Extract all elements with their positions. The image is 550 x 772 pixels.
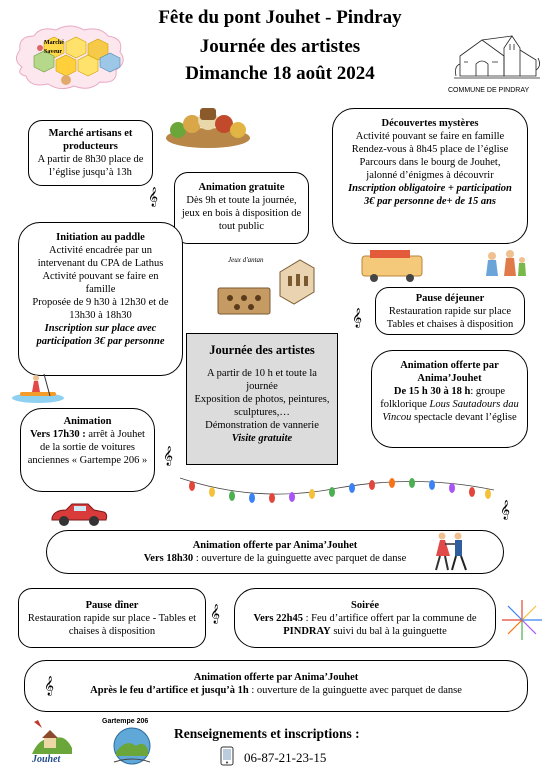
animation-17h-time: Vers 17h30 : — [30, 429, 86, 440]
pause-diner-text: Restauration rapide sur place - Tables et chaises à disposition — [27, 613, 197, 637]
marche-box — [28, 120, 153, 186]
paddle-line-4: Inscription sur place avec participation 3€ par personne — [36, 323, 165, 347]
renseignements-heading: Renseignements et inscriptions : — [174, 726, 360, 741]
marche-text: A partir de 8h30 place de l’église jusqu’à 13h — [37, 154, 144, 178]
phone-number: 06-87-21-23-15 — [244, 750, 327, 765]
paddle-title: Initiation au paddle — [56, 232, 145, 243]
pause-dejeuner-title: Pause déjeuner — [415, 293, 485, 304]
soiree-time: Vers 22h45 — [253, 613, 303, 624]
marche-saveur-logo — [10, 22, 128, 92]
anima-nuit-time: Après le feu d’artifice et jusqu’à 1h — [90, 685, 249, 696]
marche-title: Marché artisans et producteurs — [48, 128, 133, 152]
food-basket-illustration — [162, 104, 254, 150]
paddle-line-3: Proposée de 9 h30 à 12h30 et de 13h30 à 18h30 — [32, 297, 169, 321]
wooden-games-illustration — [210, 252, 322, 322]
pause-dejeuner-box — [375, 287, 525, 335]
dancers-illustration — [430, 530, 470, 574]
sign-text: Jeux d'antan — [228, 256, 264, 264]
soiree-title: Soirée — [351, 600, 379, 611]
journee-line-2: Exposition de photos, peintures, sculptures,… — [194, 394, 330, 418]
anima-nuit-box — [24, 660, 528, 712]
soiree-text-2: suivi du bal à la guinguette — [330, 626, 447, 637]
animation-gratuite-box — [174, 172, 309, 244]
church-drawing — [452, 26, 542, 88]
title-line-2: Journée des artistes — [199, 36, 361, 57]
commune-caption: COMMUNE DE PINDRAY — [448, 87, 530, 94]
music-note-icon: 𝄞 — [500, 500, 511, 519]
paddle-illustration — [10, 370, 66, 406]
animation-gratuite-text: Dès 9h et toute la journée, jeux en bois à disposition de tout public — [181, 195, 302, 232]
string-lights-decoration — [178, 470, 496, 510]
anima-15h-time: De 15 h 30 à 18 h — [393, 386, 471, 397]
music-note-icon: 𝄞 — [148, 187, 159, 206]
anima-15h-box — [371, 350, 528, 448]
decouvertes-line-1: Activité pouvant se faire en famille — [355, 131, 505, 142]
anima-18h-time: Vers 18h30 — [143, 553, 194, 564]
soiree-commune: PINDRAY — [283, 626, 331, 637]
anima-15h-text-2: spectacle devant l’église — [411, 412, 517, 423]
anima-15h-group: Lous Sautadours dau Vincou — [382, 399, 519, 423]
soiree-text-1: : Feu d’artifice offert par la commune de — [302, 613, 477, 624]
paddle-line-1: Activité encadrée par un intervenant du CPA de Lathus — [37, 245, 164, 269]
anima-18h-text: : ouverture de la guinguette avec parquet de danse — [193, 553, 407, 564]
vintage-car-illustration — [48, 500, 110, 528]
anima-nuit-text: : ouverture de la guinguette avec parquet de danse — [248, 685, 462, 696]
pause-diner-title: Pause dîner — [85, 600, 139, 611]
animation-17h-title: Animation — [63, 416, 112, 427]
logo-text-1: Marché — [44, 40, 64, 46]
paddle-box — [18, 222, 183, 376]
anima-nuit-title: Animation offerte par Anima’Jouhet — [193, 672, 359, 683]
gartempe-logo-text: Gartempe 206 — [102, 718, 149, 725]
journee-line-3: Démonstration de vannerie — [205, 420, 319, 431]
music-note-icon: 𝄞 — [352, 308, 363, 327]
decouvertes-line-3: Parcours dans le bourg de Jouhet, jalonné d’énigmes à découvrir — [359, 157, 501, 181]
anima-15h-text-1: : groupe folklorique — [380, 386, 506, 410]
journee-title: Journée des artistes — [209, 343, 315, 357]
journee-artistes-box — [186, 333, 338, 465]
fireworks-illustration — [498, 596, 546, 644]
gartempe-logo — [100, 716, 164, 768]
decouvertes-title: Découvertes mystères — [381, 118, 479, 129]
jouhet-logo — [30, 718, 74, 768]
title-line-1: Fête du pont Jouhet - Pindray — [158, 7, 402, 28]
phone-icon — [220, 746, 238, 766]
animation-17h-box — [20, 408, 155, 492]
jouhet-logo-text: Jouhet — [32, 754, 61, 765]
pause-diner-box — [18, 588, 206, 648]
logo-text-2: Saveur — [44, 49, 62, 55]
music-note-icon: 𝄞 — [210, 604, 221, 623]
music-note-icon: 𝄞 — [44, 676, 55, 695]
decouvertes-line-2: Rendez-vous à 8h45 place de l’église — [351, 144, 509, 155]
journee-line-1: A partir de 10 h et toute la journée — [207, 368, 317, 392]
decouvertes-line-4: Inscription obligatoire + participation 3€ par personne de+ de 15 ans — [348, 183, 512, 207]
decouvertes-box — [332, 108, 528, 244]
soiree-box — [234, 588, 496, 648]
paddle-line-2: Activité pouvant se faire en famille — [42, 271, 159, 295]
animation-17h-text: arrêt à Jouhet de la sortie de voitures anciennes « Gartempe 206 » — [27, 429, 148, 466]
anima-18h-title: Animation offerte par Anima’Jouhet — [192, 540, 358, 551]
foodtruck-illustration — [360, 246, 532, 286]
anima-15h-title: Animation offerte par Anima’Jouhet — [400, 360, 499, 384]
pause-dejeuner-text: Restauration rapide sur place Tables et chaises à disposition — [386, 306, 514, 330]
animation-gratuite-title: Animation gratuite — [198, 182, 285, 193]
title-line-3: Dimanche 18 août 2024 — [185, 63, 375, 84]
journee-line-4: Visite gratuite — [231, 433, 293, 444]
music-note-icon: 𝄞 — [163, 446, 174, 465]
